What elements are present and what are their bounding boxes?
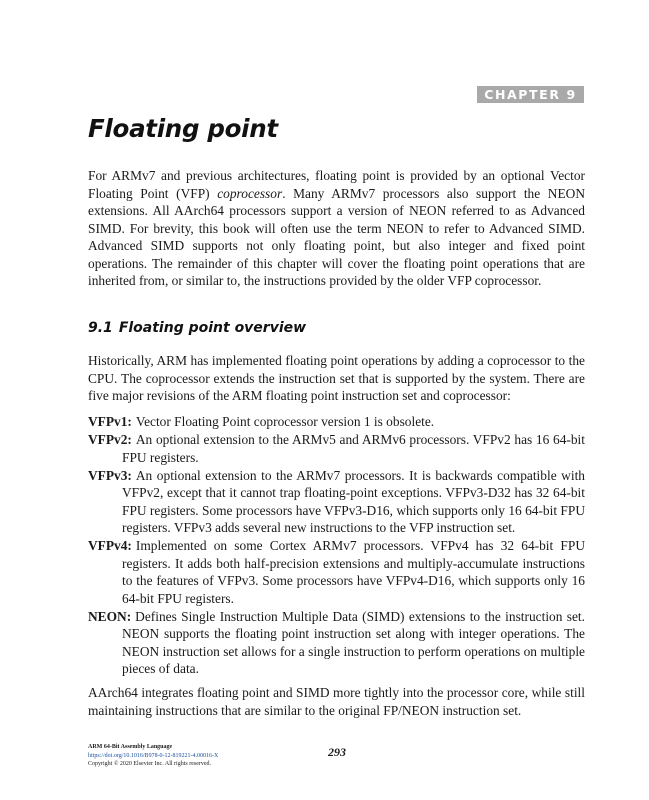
chapter-label: CHAPTER 9	[477, 86, 584, 103]
definition-text: Vector Floating Point coprocessor version 1 is obsolete.	[135, 414, 435, 429]
intro-paragraph	[88, 167, 585, 290]
definition-item-vfpv2	[88, 431, 585, 466]
definition-text: An optional extension to the ARMv5 and ARMv6 processors. VFPv2 has 16 64-bit FPU registers.	[122, 432, 585, 465]
historical-paragraph: Historically, ARM has implemented floating point operations by adding a coprocessor to the CPU. The coprocessor extends the instruction set that is supported by the system. There are five major revisions of the ARM floating point instruction set and coprocessor:	[88, 353, 585, 403]
page-number: 293	[328, 745, 346, 759]
footer-credits	[88, 743, 218, 769]
definition-text: Implemented on some Cortex ARMv7 processors. VFPv4 has 32 64-bit FPU registers. It adds both half-precision extensions and multiply-accumulate instructions to the features of VFPv3. Some processors have VFPv4-D16, which supports only 16 64-bit FPU registers.	[122, 538, 585, 606]
section-heading	[88, 320, 306, 336]
definition-item-vfpv4	[88, 537, 585, 607]
footer-doi-link[interactable]: https://doi.org/10.1016/B978-0-12-819221-4.00016-X	[88, 752, 219, 759]
section-title: Floating point overview	[118, 320, 307, 336]
coprocessor-emphasis: coprocessor	[217, 185, 283, 201]
definition-text: An optional extension to the ARMv7 processors. It is backwards compatible with VFPv2, except that it cannot trap floating-point exceptions. VFPv3-D32 has 32 64-bit FPU registers. Some processors have VFPv3-D16, which supports only 16 64-bit FPU registers. VFPv3 adds several new instructions to the VFP instruction set.	[122, 467, 585, 535]
definition-term: VFPv1:	[88, 414, 132, 429]
definition-item-vfpv1	[88, 413, 585, 431]
definition-item-neon	[88, 608, 585, 678]
definition-text: Defines Single Instruction Multiple Data (SIMD) extensions to the instruction set. NEON supports the floating point instruction set along with integer operations. The NEON instruction set allows for a single instruction to perform operations on multiple pieces of data.	[122, 608, 585, 676]
definition-item-vfpv3	[88, 467, 585, 537]
section-number: 9.1	[88, 320, 113, 336]
definition-term: VFPv2:	[88, 432, 132, 447]
footer-book-title: ARM 64-Bit Assembly Language	[88, 744, 173, 750]
closing-paragraph: AArch64 integrates floating point and SIMD more tightly into the processor core, while still maintaining instructions that are similar to the original FP/NEON instruction set.	[88, 685, 585, 718]
definition-term: NEON:	[88, 608, 132, 624]
intro-text-end: . Many ARMv7 processors also support the NEON extensions. All AArch64 processors support a version of NEON referred to as Advanced SIMD. For brevity, this book will often use the term NEON to refer to Advanced SIMD. Advanced SIMD supports not only floating point, but also integer and fixed point operations. The remainder of this chapter will cover the floating point operations that are inherited from, or similar to, the instructions provided by the older VFP coprocessor.	[88, 185, 585, 288]
definition-list	[88, 413, 585, 678]
chapter-title: Floating point	[88, 114, 278, 143]
footer-copyright: Copyright © 2020 Elsevier Inc. All rights reserved.	[88, 761, 212, 767]
definition-term: VFPv3:	[88, 467, 132, 483]
definition-term: VFPv4:	[88, 538, 132, 553]
intro-text-start: For ARMv7 and previous architectures, floating point is provided by an optional Vector Floating Point (VFP)	[88, 168, 585, 201]
